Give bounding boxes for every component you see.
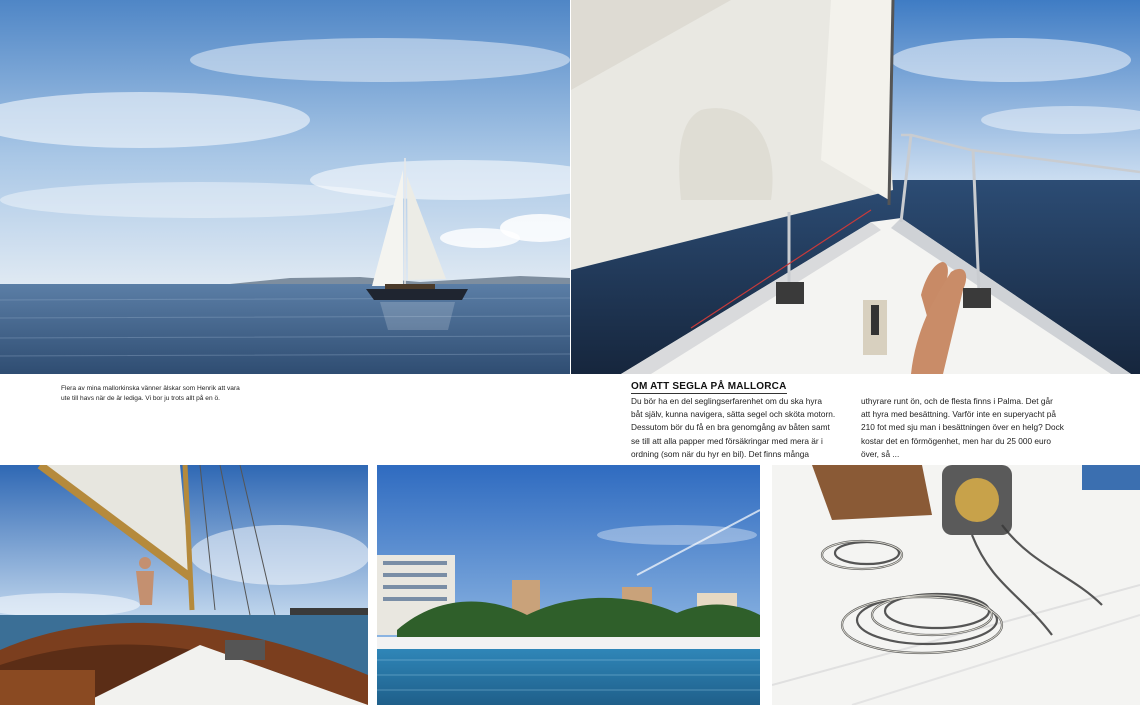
caption-line: Flera av mina mallorkinska vänner älskar som Henrik att vara xyxy=(61,385,240,392)
photo-sailboat-bow xyxy=(571,0,1140,374)
article-line: Dessutom bör du få en bra genomgång av båten samt xyxy=(631,422,830,433)
article-line: Du bör ha en del seglingserfarenhet om du ska hyra xyxy=(631,396,822,406)
article-line: kostar det en förmögenhet, men har du 25 000 euro xyxy=(861,435,1052,446)
article-line: över, så ... xyxy=(861,448,900,459)
article-heading: OM ATT SEGLA PÅ MALLORCA xyxy=(631,381,787,392)
article-line: 210 fot med sju man i besättningen över en helg? Dock xyxy=(861,422,1064,433)
article-column-2 xyxy=(861,395,1079,461)
article-line: uthyrare runt ön, och de flesta finns i Palma. Det går xyxy=(861,396,1053,406)
article-line: ordning (som när du hyr en bil). Det finns många xyxy=(631,448,810,459)
article-line: att hyra med besättning. Varför inte en superyacht på xyxy=(861,409,1056,420)
article-line: båt själv, kunna navigera, sätta segel och sköta motorn. xyxy=(631,409,836,420)
article-column-1 xyxy=(631,395,849,461)
photo-coiled-rope xyxy=(772,465,1140,705)
photo-caption xyxy=(61,384,271,403)
photo-sailboat-at-sea xyxy=(0,0,570,374)
photo-man-at-mast xyxy=(0,465,368,705)
caption-line: ute till havs när de är lediga. Vi bor ju trots allt på en ö. xyxy=(61,394,220,402)
article-line: se till att alla papper med försäkringar med mera är i xyxy=(631,435,823,446)
photo-harbor-palma xyxy=(377,465,760,705)
